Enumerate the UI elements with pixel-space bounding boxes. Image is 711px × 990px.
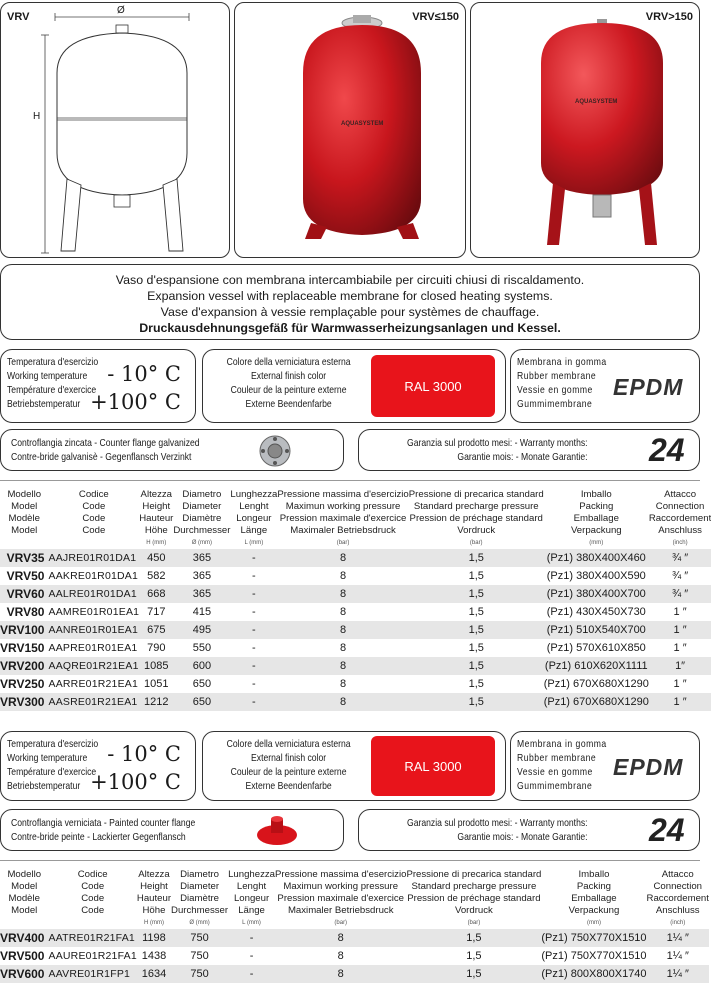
model-cell: VRV150 xyxy=(0,641,45,655)
table-cell: 8 xyxy=(277,585,408,603)
table-cell: 1,5 xyxy=(406,929,541,947)
table-cell: AAURE01R21FA1 xyxy=(48,950,137,962)
table-cell: 1,5 xyxy=(409,585,544,603)
table-cell: 1 ″ xyxy=(649,621,711,639)
table-cell: (Pz1) 510X540X700 xyxy=(544,621,649,639)
model-cell: VRV250 xyxy=(0,677,45,691)
description-fr: Vase d'expansion à vessie remplaçable pour systèmes de chauffage. xyxy=(160,305,540,319)
table-cell: AARRE01R21EA1 xyxy=(48,678,139,690)
table-cell: - xyxy=(230,585,277,603)
table-cell: 495 xyxy=(173,621,230,639)
column-header: Altezza Height Hauteur Höhe H (mm) xyxy=(136,869,172,926)
column-header: Codice Code Code Code xyxy=(77,869,108,916)
table-cell: 8 xyxy=(337,950,344,962)
table-row xyxy=(0,947,709,965)
table-cell: 1212 xyxy=(139,693,173,711)
column-header: Attacco Connection Raccordement Anschluss (inch) xyxy=(646,869,709,926)
table-cell: AAMRE01R01EA1 xyxy=(48,606,140,618)
table-cell: 8 xyxy=(277,621,408,639)
column-header: Lunghezza Lenght Longeur Länge L (mm) xyxy=(228,869,276,926)
brand-label: AQUASYSTEM xyxy=(575,99,618,105)
column-header: Codice Code Code Code xyxy=(78,489,109,536)
table-cell: 1634 xyxy=(137,965,171,983)
table-cell: 365 xyxy=(173,549,230,567)
color-box xyxy=(202,349,506,423)
table-cell: 1,5 xyxy=(409,693,544,711)
table-cell: AANRE01R01EA1 xyxy=(48,621,139,639)
table-cell: (Pz1) 380X400X590 xyxy=(546,570,646,582)
model-cell: VRV100 xyxy=(0,621,48,639)
flange-labels: Controflangia verniciata - Painted counter flange Contre-bride peinte - Lackierter Gegenflansch xyxy=(11,817,196,843)
table-row xyxy=(0,675,711,693)
table-cell: 675 xyxy=(139,621,173,639)
table-cell: 1,5 xyxy=(409,549,544,567)
table-cell: 1 ″ xyxy=(649,693,711,711)
table-row xyxy=(0,657,711,675)
panel-label: VRV>150 xyxy=(645,11,693,23)
column-header: Pressione di precarica standard Standard precharge pressure Pression de préchage standard Vordruck (bar) xyxy=(406,869,542,926)
flange-box xyxy=(0,429,344,471)
table-cell: 1,5 xyxy=(468,570,484,582)
membrane-material: EPDM xyxy=(613,374,684,400)
table-row xyxy=(0,929,709,947)
model-table-1 xyxy=(0,489,711,711)
table-header xyxy=(0,489,711,549)
table-cell: (Pz1) 670X680X1290 xyxy=(543,678,649,690)
table-cell: 8 xyxy=(277,693,408,711)
table-row xyxy=(0,965,709,983)
temp-max: +100° C xyxy=(90,770,181,794)
membrane-material: EPDM xyxy=(613,754,684,780)
table-cell: 8 xyxy=(340,570,347,582)
warranty-box xyxy=(358,429,700,471)
panel-large-vessel xyxy=(470,2,700,258)
membrane-labels: Membrana in gomma Rubber membrane Vessie en gomme Gummimembrane xyxy=(517,738,607,792)
membrane-box xyxy=(510,349,700,423)
color-box xyxy=(202,731,506,801)
table-cell: 1,5 xyxy=(468,642,484,654)
table-cell: (Pz1) 750X770X1510 xyxy=(541,950,647,962)
table-row xyxy=(0,621,711,639)
table-cell: 750 xyxy=(171,965,228,983)
table-cell: 1¼ ″ xyxy=(647,965,709,983)
warranty-box xyxy=(358,809,700,851)
table-cell: - xyxy=(230,621,277,639)
table-cell: 8 xyxy=(277,549,408,567)
table-cell: 1198 xyxy=(137,929,171,947)
model-table-2 xyxy=(0,869,709,983)
table-cell: AALRE01R01DA1 xyxy=(48,585,139,603)
model-cell: VRV60 xyxy=(0,585,48,603)
temperature-box xyxy=(0,731,196,801)
column-header: Diametro Diameter Diamètre Durchmesser Ø (mm) xyxy=(173,489,231,546)
table-cell: 1¼ ″ xyxy=(647,929,709,947)
temp-min: - 10° C xyxy=(107,742,181,766)
panel-drawing xyxy=(0,2,230,258)
table-cell: - xyxy=(230,693,277,711)
brand-label: AQUASYSTEM xyxy=(341,121,384,127)
column-header: Pressione di precarica standard Standard precharge pressure Pression de préchage standard Vordruck (bar) xyxy=(408,489,544,546)
table-cell: (Pz1) 380X400X700 xyxy=(544,585,649,603)
color-labels: Colore della verniciatura esterna External finish color Couleur de la peinture externe Externe Beendenfarbe xyxy=(226,738,351,792)
table-cell: 8 xyxy=(277,657,408,675)
membrane-labels: Membrana in gomma Rubber membrane Vessie en gomme Gummimembrane xyxy=(517,356,607,410)
table-cell: 8 xyxy=(340,642,347,654)
model-cell: VRV200 xyxy=(0,657,48,675)
column-header: Modello Model Modèle Model xyxy=(7,489,42,536)
table-cell: 450 xyxy=(139,549,173,567)
table-cell: 1,5 xyxy=(466,950,482,962)
temp-min: - 10° C xyxy=(107,362,181,386)
description-en: Expansion vessel with replaceable membrane for closed heating systems. xyxy=(147,289,553,303)
table-cell: - xyxy=(228,929,275,947)
model-cell: VRV80 xyxy=(6,605,45,619)
table-cell: 650 xyxy=(192,678,212,690)
table-cell: AAKRE01R01DA1 xyxy=(48,570,139,582)
large-vessel-image xyxy=(471,3,701,259)
vessel-drawing xyxy=(1,3,231,259)
table-cell: 1051 xyxy=(144,678,169,690)
table-cell: 790 xyxy=(147,642,166,654)
table-row xyxy=(0,639,711,657)
table-cell: AAPRE01R01EA1 xyxy=(48,642,138,654)
ral-color-badge: RAL 3000 xyxy=(371,736,495,796)
table-cell: (Pz1) 610X620X1111 xyxy=(544,657,649,675)
table-cell: - xyxy=(252,642,256,654)
table-cell: 582 xyxy=(147,570,166,582)
dim-diameter: Ø xyxy=(117,5,125,16)
table-cell: ¾ ″ xyxy=(649,585,711,603)
table-cell: AATRE01R21FA1 xyxy=(48,929,136,947)
table-cell: 750 xyxy=(190,950,209,962)
membrane-box xyxy=(510,731,700,801)
table-cell: 550 xyxy=(192,642,212,654)
table-cell: 365 xyxy=(192,570,212,582)
table-cell: AAQRE01R21EA1 xyxy=(48,657,139,675)
table-cell: 1,5 xyxy=(409,657,544,675)
painted-flange-icon xyxy=(253,811,301,851)
table-cell: 1 ″ xyxy=(673,606,687,618)
table-cell: (Pz1) 430X450X730 xyxy=(546,606,646,618)
table-cell: 668 xyxy=(139,585,173,603)
column-header: Pressione massima d'esercizio Maximun working pressure Pression maximale d'exercice Maximaler Betriebsdruck (bar) xyxy=(277,489,409,546)
table-cell: 750 xyxy=(171,929,228,947)
column-header: Modello Model Modèle Model xyxy=(7,869,42,916)
model-cell: VRV50 xyxy=(6,569,45,583)
table-cell: 1,5 xyxy=(468,606,484,618)
description-de: Druckausdehnungsgefäß für Warmwasserheizungsanlagen und Kessel. xyxy=(139,321,561,335)
small-vessel-image xyxy=(235,3,467,259)
warranty-months: 24 xyxy=(649,812,685,848)
table-cell: AAJRE01R01DA1 xyxy=(48,549,139,567)
ral-color-badge: RAL 3000 xyxy=(371,355,495,417)
table-cell: 415 xyxy=(192,606,212,618)
table-cell: 650 xyxy=(173,693,230,711)
table-cell: 717 xyxy=(147,606,166,618)
flange-box xyxy=(0,809,344,851)
table-cell: 8 xyxy=(340,678,347,690)
model-cell: VRV500 xyxy=(0,949,45,963)
table-cell: (Pz1) 670X680X1290 xyxy=(544,693,649,711)
column-header: Pressione massima d'esercizio Maximun working pressure Pression maximale d'exercice Maximaler Betriebsdruck (bar) xyxy=(275,869,407,926)
table-cell: 8 xyxy=(340,606,347,618)
table-cell: - xyxy=(252,570,256,582)
table-cell: 365 xyxy=(173,585,230,603)
model-cell: VRV35 xyxy=(0,549,48,567)
table-cell: (Pz1) 800X800X1740 xyxy=(541,965,646,983)
column-header: Imballo Packing Emballage Verpackung (mm) xyxy=(570,489,622,546)
temp-max: +100° C xyxy=(90,390,181,414)
model-cell: VRV600 xyxy=(0,965,48,983)
table-cell: 1,5 xyxy=(406,965,541,983)
table-cell: - xyxy=(230,549,277,567)
table-row xyxy=(0,585,711,603)
panel-small-vessel xyxy=(234,2,466,258)
temperature-labels: Temperatura d'esercizio Working temperature Température d'exercice Betriebstemperatur xyxy=(7,356,99,410)
table-cell: - xyxy=(252,606,256,618)
table-row xyxy=(0,549,711,567)
table-cell: ¾ ″ xyxy=(672,570,689,582)
table-cell: (Pz1) 380X400X460 xyxy=(544,549,649,567)
table-cell: 1¼ ″ xyxy=(666,950,689,962)
table-cell: 1 ″ xyxy=(673,642,687,654)
table-row xyxy=(0,693,711,711)
table-cell: - xyxy=(228,965,275,983)
table-cell: 1 ″ xyxy=(673,678,687,690)
dim-height: H xyxy=(33,111,41,122)
temperature-box xyxy=(0,349,196,423)
warranty-labels: Garanzia sul prodotto mesi: - Warranty months: Garantie mois: - Monate Garantie: xyxy=(407,817,588,843)
table-cell: 8 xyxy=(275,965,406,983)
table-cell: 1085 xyxy=(139,657,173,675)
table-cell: 1″ xyxy=(649,657,711,675)
color-labels: Colore della verniciatura esterna External finish color Couleur de la peinture externe Externe Beendenfarbe xyxy=(226,356,351,410)
table-cell: 1,5 xyxy=(409,621,544,639)
table-cell: - xyxy=(230,657,277,675)
panel-label: VRV xyxy=(7,11,30,23)
table-cell: (Pz1) 750X770X1510 xyxy=(541,929,646,947)
table-cell: 600 xyxy=(173,657,230,675)
column-header: Attacco Connection Raccordement Anschluss (inch) xyxy=(648,489,711,546)
warranty-months: 24 xyxy=(649,432,685,468)
table-cell: - xyxy=(252,678,256,690)
table-cell: 1438 xyxy=(141,950,167,962)
table-row xyxy=(0,567,711,585)
product-description xyxy=(0,264,700,340)
table-cell: 1,5 xyxy=(468,678,484,690)
column-header: Altezza Height Hauteur Höhe H (mm) xyxy=(139,489,174,546)
table-cell: 8 xyxy=(275,929,406,947)
galvanized-flange-icon xyxy=(255,431,295,471)
table-cell: AASRE01R21EA1 xyxy=(48,693,139,711)
flange-labels: Controflangia zincata - Counter flange galvanized Contre-bride galvanisè - Gegenflansch Verzinkt xyxy=(11,437,200,463)
description-it: Vaso d'espansione con membrana intercambiabile per circuiti chiusi di riscaldamento. xyxy=(115,273,585,287)
model-cell: VRV300 xyxy=(0,693,48,711)
table-row xyxy=(0,603,711,621)
table-header xyxy=(0,869,709,929)
column-header: Lunghezza Lenght Longeur Länge L (mm) xyxy=(230,489,278,546)
table-cell: AAVRE01R1FP1 xyxy=(48,965,136,983)
table-cell: - xyxy=(249,950,254,962)
column-header: Diametro Diameter Diamètre Durchmesser Ø (mm) xyxy=(171,869,229,926)
table-cell: ¾ ″ xyxy=(649,549,711,567)
column-header: Imballo Packing Emballage Verpackung (mm) xyxy=(568,869,620,926)
table-cell: (Pz1) 570X610X850 xyxy=(546,642,646,654)
temperature-labels: Temperatura d'esercizio Working temperature Température d'exercice Betriebstemperatur xyxy=(7,738,99,792)
warranty-labels: Garanzia sul prodotto mesi: - Warranty months: Garantie mois: - Monate Garantie: xyxy=(407,437,588,463)
model-cell: VRV400 xyxy=(0,929,48,947)
panel-label: VRV≤150 xyxy=(412,11,459,23)
